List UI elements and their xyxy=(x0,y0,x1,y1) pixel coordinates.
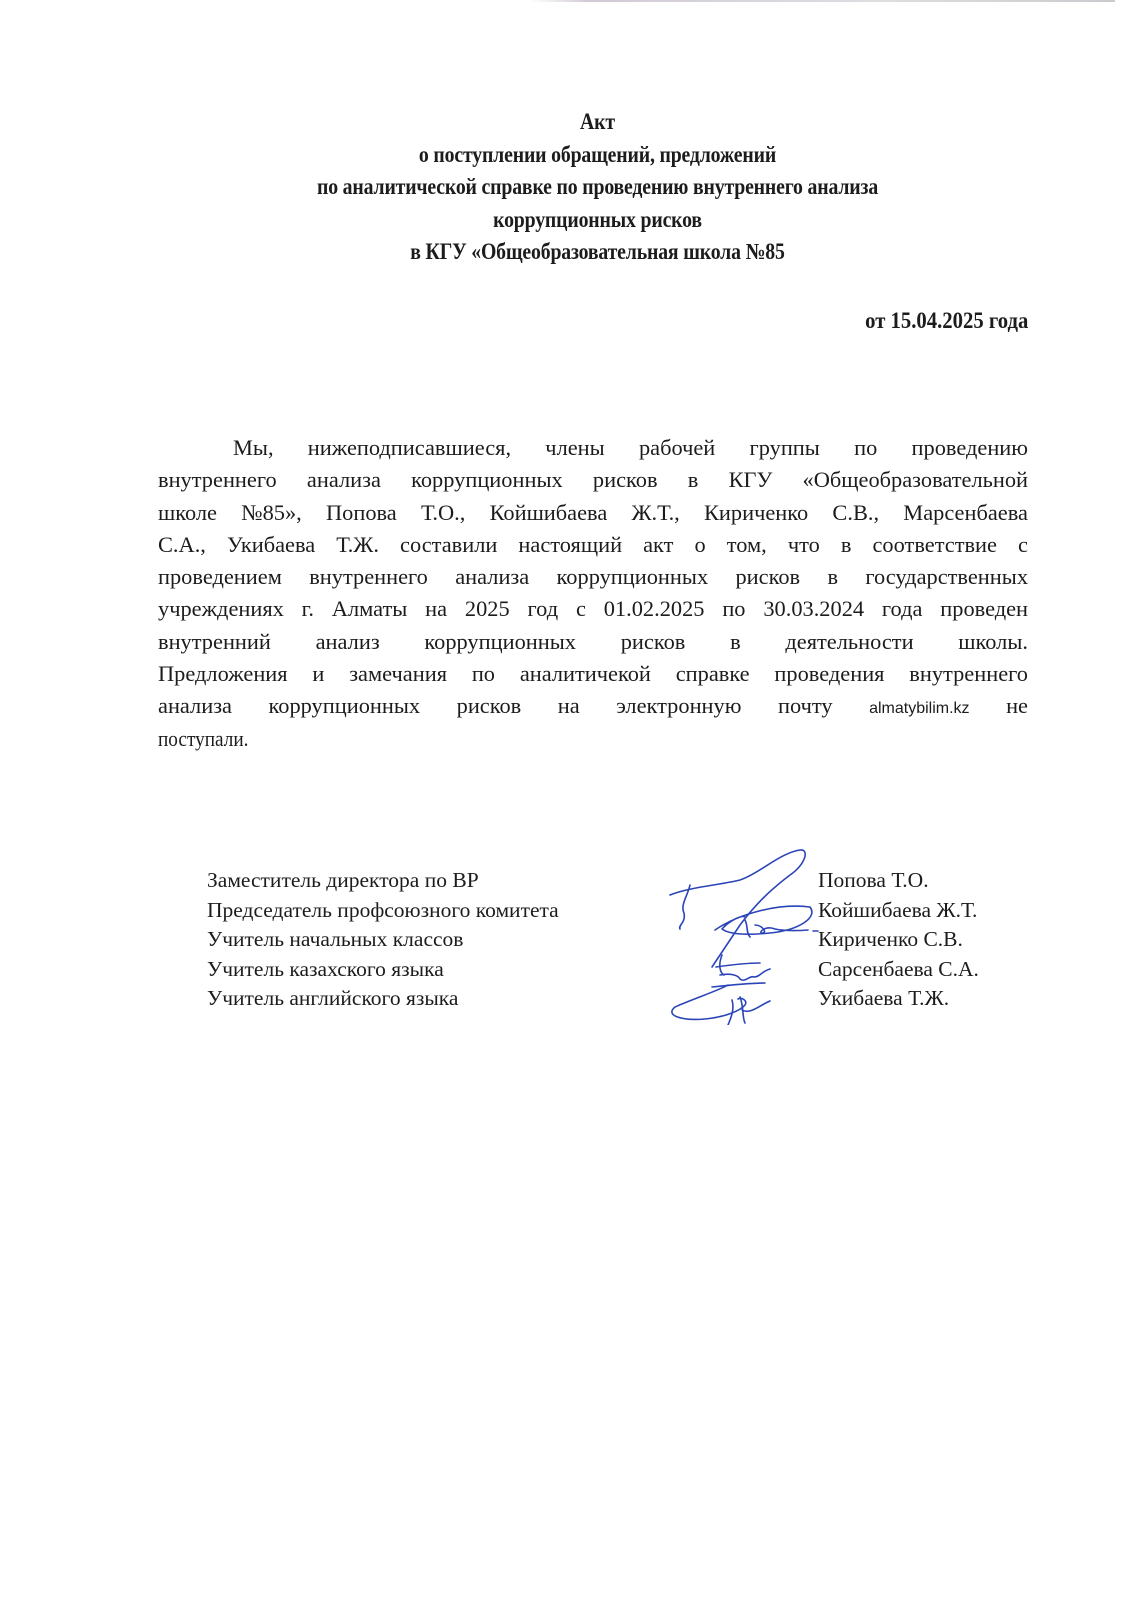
body-line: С.А., Укибаева Т.Ж. составили настоящий акт о том, что в соответствие с xyxy=(158,531,1028,557)
signatory-position: Учитель начальных классов xyxy=(207,927,464,952)
handwritten-signatures xyxy=(650,825,820,1025)
signature-kirichenko xyxy=(712,955,770,987)
body-line: Предложения и замечания по аналитичекой справке проведения внутреннего xyxy=(158,661,1028,687)
signature-ukibaeva xyxy=(728,997,770,1025)
signature-koishibaeva xyxy=(715,906,818,937)
body-line-last: поступали. xyxy=(158,725,249,751)
scan-edge xyxy=(530,0,1115,2)
title-line-institution: в КГУ «Общеобразовательная школа №85 xyxy=(410,239,785,264)
signatory-names xyxy=(818,866,979,1014)
title-line-act: Акт xyxy=(580,109,615,134)
body-line-prefix: анализа коррупционных рисков на электронную почту xyxy=(158,693,833,719)
title-line-risks: коррупционных рисков xyxy=(493,206,702,232)
signatory-positions xyxy=(207,866,559,1014)
document-title xyxy=(140,106,1055,269)
body-line: внутреннего анализа коррупционных рисков в КГУ «Общеобразовательной xyxy=(158,467,1028,493)
signatory-name: Укибаева Т.Ж. xyxy=(818,986,950,1011)
body-line: школе №85», Попова Т.О., Койшибаева Ж.Т., Кириченко С.В., Марсенбаева xyxy=(158,499,1028,525)
signature-popova xyxy=(670,850,805,967)
body-line: Мы, нижеподписавшиеся, члены рабочей группы по проведению xyxy=(233,435,1029,460)
signatory-position: Заместитель директора по ВР xyxy=(207,868,479,892)
document-date: от 15.04.2025 года xyxy=(864,308,1028,333)
body-line-email xyxy=(158,690,1028,722)
email-address: almatybilim.kz xyxy=(869,700,970,718)
title-line-reference: по аналитической справке по проведению внутреннего анализа xyxy=(316,174,879,199)
title-line-subject: о поступлении обращений, предложений xyxy=(418,141,777,167)
body-line: внутренний анализ коррупционных рисков в деятельности школы. xyxy=(158,628,1028,654)
signatory-name: Койшибаева Ж.Т. xyxy=(818,897,978,922)
body-line: учреждениях г. Алматы на 2025 год с 01.02.2025 по 30.03.2024 года проведен xyxy=(158,596,1029,622)
signatory-name: Кириченко С.В. xyxy=(818,927,963,952)
signatory-name: Попова Т.О. xyxy=(818,868,929,892)
signatory-position: Учитель казахского языка xyxy=(207,956,444,981)
body-paragraph xyxy=(158,432,1028,755)
signatory-position: Председатель профсоюзного комитета xyxy=(207,897,559,922)
signature-sarsenbaeva xyxy=(672,985,746,1019)
signatory-position: Учитель английского языка xyxy=(207,986,459,1011)
signatory-name: Сарсенбаева С.А. xyxy=(818,956,979,981)
body-line: проведением внутреннего анализа коррупционных рисков в государственных xyxy=(158,564,1029,590)
body-line-suffix: не xyxy=(1006,693,1028,719)
